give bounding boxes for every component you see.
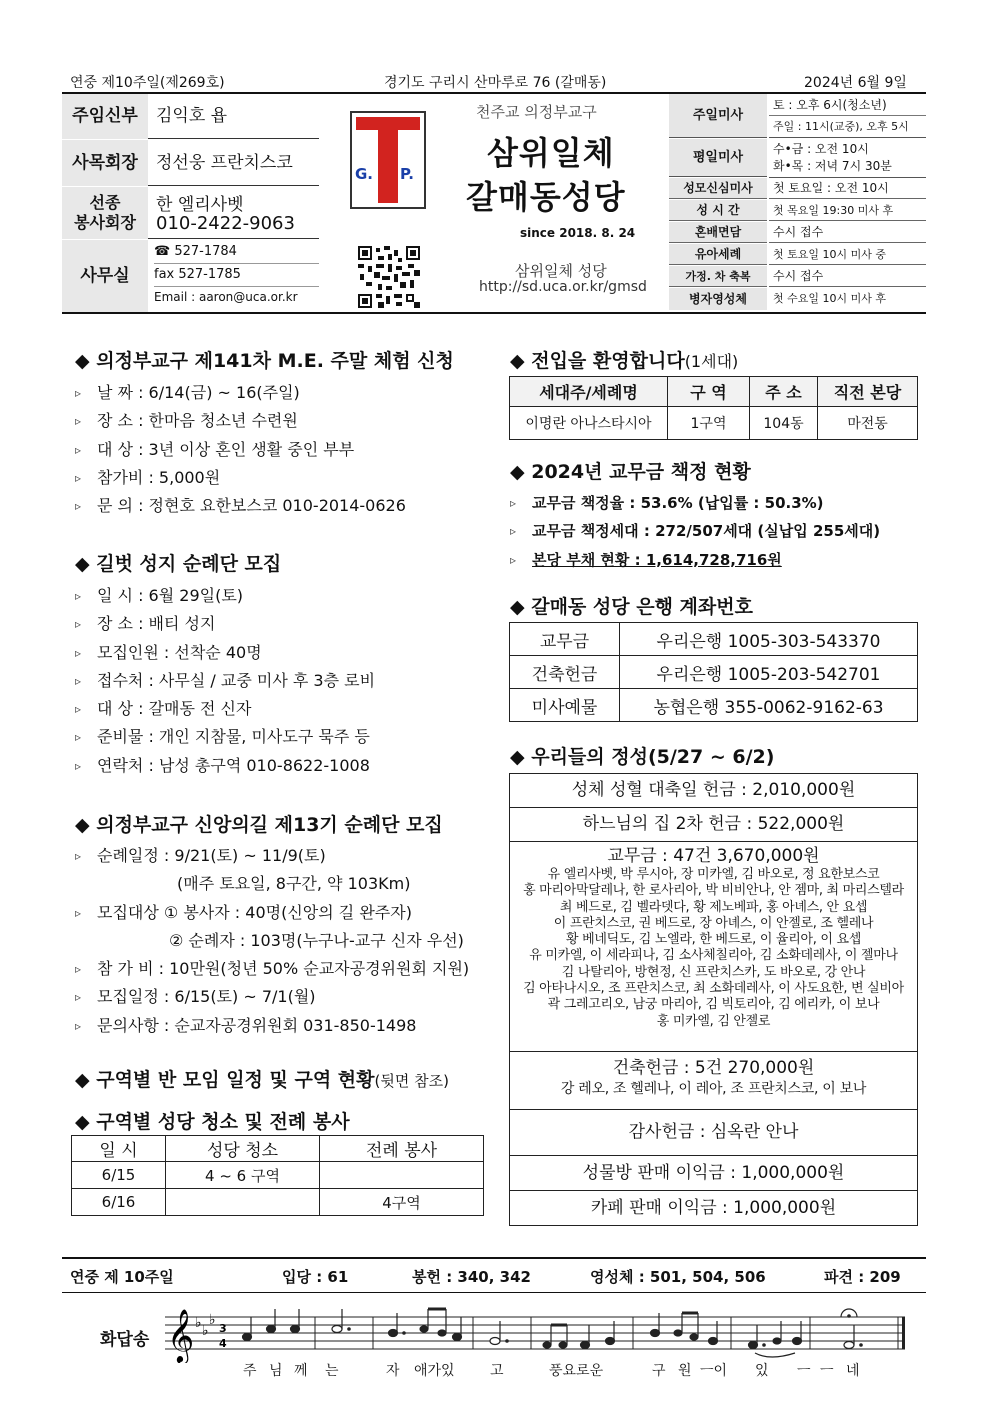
- cleaning-header: 전례 봉사: [320, 1136, 484, 1162]
- holy-hour-time: 첫 목요일 19:30 미사 후: [769, 200, 926, 221]
- bottom-rule-mid: [62, 1292, 926, 1293]
- qr-code-icon: [358, 246, 420, 308]
- psalm-label: 화답송: [100, 1330, 150, 1350]
- psalm-lyric-syllable: 네: [846, 1363, 860, 1379]
- pilgrim-items: [75, 582, 375, 780]
- office-phone: ☎ 527-1784: [154, 244, 319, 264]
- district-title: [75, 1065, 449, 1092]
- funeral-label-line1: 선종: [89, 193, 121, 212]
- welcome-header: 세대주/세례명: [510, 377, 668, 407]
- offering-row: 감사헌금 : 심옥란 안나: [510, 1110, 917, 1156]
- hymn-dismissal: 파견 : 209: [824, 1268, 901, 1286]
- welcome-table: [509, 376, 918, 440]
- psalm-lyric-syllable: 애가있: [414, 1363, 455, 1379]
- dues-items: [510, 489, 880, 574]
- founded-date: since 2018. 8. 24: [520, 226, 636, 240]
- offering-dues-name-line: 홍 마리아막달레나, 한 로사리아, 박 비비안나, 안 젬마, 최 마리스텔라: [523, 883, 904, 899]
- me-item: ▹ 장 소 : 한마음 청소년 수련원: [75, 407, 406, 435]
- cleaning-cell: 6/15: [72, 1162, 166, 1189]
- svg-text:♭: ♭: [195, 1315, 202, 1331]
- infant-baptism-time: 첫 토요일 10시 미사 중: [769, 244, 926, 265]
- welcome-title-text: ◆ 전입을 환영합니다: [510, 350, 685, 372]
- pastor-row: [62, 94, 319, 139]
- faith-path-item: ▹ 참 가 비 : 10만원(청년 50% 순교자공경위원회 지원): [75, 955, 469, 983]
- psalm-lyric-syllable: 주: [243, 1363, 257, 1379]
- blessing-info: 수시 접수: [769, 266, 926, 287]
- me-items: [75, 379, 406, 520]
- marriage-info: 수시 접수: [769, 222, 926, 243]
- bank-cell-account: 농협은행 355-0062-9162-63: [620, 689, 918, 722]
- svg-text:𝄞: 𝄞: [167, 1308, 195, 1362]
- offering-box: [509, 773, 918, 1226]
- welcome-cell: 104동: [750, 407, 818, 440]
- logo-letter-p: P.: [400, 165, 414, 183]
- issue-info-line: [62, 70, 926, 92]
- psalm-lyric-syllable: 님: [269, 1363, 283, 1379]
- sick-communion-label: 병자영성체: [669, 288, 767, 310]
- mass-schedule: [669, 94, 926, 312]
- welcome-cell: 이명란 아나스타시아: [510, 407, 668, 440]
- offering-dues-name-line: 유 미카엘, 이 세라피나, 김 소사체칠리아, 김 소화데레사, 이 젤마나: [529, 948, 898, 964]
- church-logo: [350, 111, 426, 209]
- welcome-header: 주 소: [750, 377, 818, 407]
- weekday-mass-label: 평일미사: [669, 139, 767, 177]
- sunday-mass-label: 주일미사: [669, 94, 767, 138]
- marian-mass-time: 첫 토요일 : 오전 10시: [769, 178, 926, 199]
- cleaning-cell: 6/16: [72, 1189, 166, 1216]
- funeral-head: 한 엘리사벳: [156, 195, 244, 215]
- welcome-header: 직전 본당: [818, 377, 918, 407]
- bank-cell-label: 건축헌금: [510, 656, 620, 689]
- bank-title: ◆ 갈매동 성당 은행 계좌번호: [510, 596, 753, 618]
- offering-dues-names: [510, 867, 917, 1030]
- cleaning-title: ◆ 구역별 성당 청소 및 전례 봉사: [75, 1111, 350, 1133]
- weekday-mass-tt: 화•목 : 저녁 7시 30분: [773, 159, 892, 173]
- cleaning-row: [72, 1189, 484, 1216]
- offering-row: 하느님의 집 2차 헌금 : 522,000원: [510, 808, 917, 842]
- psalm-lyric-syllable: ㅡ: [797, 1363, 811, 1379]
- offering-dues-name-line: 유 엘리사벳, 박 루시아, 장 미카엘, 김 바오로, 정 요한보스코: [547, 867, 880, 882]
- offering-building-row: [510, 1052, 917, 1110]
- hymn-communion: 영성체 : 501, 504, 506: [590, 1268, 766, 1286]
- psalm-lyric-syllable: 구: [652, 1363, 666, 1379]
- cleaning-cell: 4구역: [320, 1189, 484, 1216]
- svg-text:♭: ♭: [209, 1312, 216, 1328]
- offering-row: 성물방 판매 이익금 : 1,000,000원: [510, 1156, 917, 1191]
- cleaning-header: 성당 청소: [166, 1136, 320, 1162]
- offering-dues-name-line: 김 나탈리아, 방현정, 신 프란치스카, 도 바오로, 강 안나: [561, 964, 866, 980]
- offering-dues-name-line: 김 아타나시오, 조 프란치스코, 최 소화데레사, 이 사도요한, 변 실비아: [523, 981, 904, 997]
- diocese-name: 천주교 의정부교구: [476, 103, 597, 121]
- sick-communion-time: 첫 수요일 10시 미사 후: [773, 292, 886, 305]
- dues-item: ▹ 교무금 책정세대 : 272/507세대 (실납입 255세대): [510, 517, 880, 545]
- faith-path-title: ◆ 의정부교구 신앙의길 제13기 순례단 모집: [75, 814, 443, 836]
- cleaning-row: [72, 1162, 484, 1189]
- cleaning-header-row: [72, 1136, 484, 1162]
- funeral-label-line2: 봉사회장: [74, 213, 136, 232]
- offering-building-names: 강 레오, 조 헬레나, 이 레아, 조 프란치스코, 이 보나: [560, 1081, 867, 1097]
- council-row: [62, 140, 319, 186]
- pastor-name: 김익호 욥: [156, 106, 228, 126]
- psalm-lyric-syllable: 께: [294, 1363, 308, 1379]
- svg-text:3: 3: [219, 1322, 227, 1335]
- welcome-cell: 1구역: [668, 407, 750, 440]
- hymn-entrance: 입당 : 61: [282, 1268, 349, 1286]
- council-label: 사목회장: [62, 140, 148, 186]
- me-item: ▹ 참가비 : 5,000원: [75, 464, 406, 492]
- funeral-label: [62, 187, 148, 239]
- welcome-cell: 마전동: [818, 407, 918, 440]
- psalm-lyrics: [0, 1360, 992, 1380]
- logo-letter-g: G.: [355, 165, 374, 183]
- pilgrim-title: ◆ 길벗 성지 순례단 모집: [75, 553, 282, 575]
- office-fax: fax 527-1785: [154, 267, 319, 287]
- psalm-lyric-syllable: ㅡ: [820, 1363, 834, 1379]
- weekday-mass-wf: 수•금 : 오전 10시: [773, 142, 869, 156]
- infant-baptism-label: 유아세례: [669, 244, 767, 265]
- office-label: 사무실: [62, 240, 148, 312]
- psalm-lyric-syllable: 는: [325, 1363, 339, 1379]
- district-title-text: ◆ 구역별 반 모임 일정 및 구역 현황: [75, 1069, 375, 1091]
- hymn-offertory: 봉헌 : 340, 342: [412, 1268, 531, 1286]
- welcome-header: 구 역: [668, 377, 750, 407]
- website-title: 삼위일체 성당: [515, 262, 607, 280]
- psalm-lyric-syllable: 원: [678, 1363, 692, 1379]
- psalm-staff: [165, 1303, 910, 1363]
- me-item: ▹ 날 짜 : 6/14(금) ~ 16(주일): [75, 379, 406, 407]
- district-note: (뒷면 참조): [374, 1072, 449, 1090]
- dues-item: ▹ 교무금 책정율 : 53.6% (납입률 : 50.3%): [510, 489, 880, 517]
- pilgrim-item: ▹ 장 소 : 배티 성지: [75, 610, 375, 638]
- bank-cell-account: 우리은행 1005-203-542701: [620, 656, 918, 689]
- faith-path-item: ▹ 모집대상 ① 봉사자 : 40명(신앙의 길 완주자): [75, 899, 469, 927]
- faith-path-item: ▹ 문의사항 : 순교자공경위원회 031-850-1498: [75, 1012, 469, 1040]
- offering-dues-name-line: 곽 그레고리오, 남궁 마리아, 김 빅토리아, 김 에리카, 이 보나: [547, 997, 880, 1013]
- header-rule: [62, 312, 926, 314]
- faith-path-items: [75, 842, 469, 1040]
- cleaning-cell: [166, 1189, 320, 1216]
- welcome-header-row: [510, 377, 918, 407]
- blessing-label: 가정. 차 축복: [669, 266, 767, 287]
- faith-path-item: ▹ 순례일정 : 9/21(토) ~ 11/9(토): [75, 842, 469, 870]
- dues-title: ◆ 2024년 교무금 책정 현황: [510, 461, 751, 483]
- me-item: ▹ 문 의 : 정현호 요한보스코 010-2014-0626: [75, 492, 406, 520]
- office-email: Email : aaron@uca.or.kr: [154, 290, 298, 304]
- marian-mass-label: 성모신심미사: [669, 178, 767, 199]
- offering-dues-row: [510, 842, 917, 1052]
- sunday-mass-sun: 주일 : 11시(교중), 오후 5시: [769, 116, 926, 138]
- offering-row: 카페 판매 이익금 : 1,000,000원: [510, 1191, 917, 1226]
- church-name-line1: 삼위일체: [487, 134, 615, 172]
- pilgrim-item: ▹ 준비물 : 개인 지참물, 미사도구 묵주 등: [75, 723, 375, 751]
- office-row: [62, 240, 319, 312]
- hymn-bar: [62, 1259, 926, 1291]
- psalm-lyric-syllable: 자: [386, 1363, 400, 1379]
- pastor-label: 주임신부: [62, 94, 148, 139]
- church-address: 경기도 구리시 산마루로 76 (갈매동): [384, 75, 607, 91]
- psalm-lyric-syllable: 있: [755, 1363, 769, 1379]
- sunday-mass-sat: 토 : 오후 6시(청소년): [769, 94, 926, 116]
- bank-row: [510, 623, 918, 656]
- welcome-row: [510, 407, 918, 440]
- marriage-label: 혼배면담: [669, 222, 767, 243]
- me-title: ◆ 의정부교구 제141차 M.E. 주말 체험 신청: [75, 350, 454, 372]
- cleaning-table: [71, 1135, 484, 1216]
- holy-hour-label: 성 시 간: [669, 200, 767, 221]
- offering-dues-name-line: 홍 미카엘, 김 안젤로: [656, 1013, 771, 1029]
- welcome-title: [510, 346, 738, 373]
- staff-box: [62, 94, 319, 312]
- issue-number: 연중 제10주일(제269호): [70, 75, 225, 91]
- psalm-lyric-syllable: ㅡ이: [700, 1363, 728, 1379]
- cleaning-cell: [320, 1162, 484, 1189]
- cleaning-header: 일 시: [72, 1136, 166, 1162]
- bank-row: [510, 656, 918, 689]
- svg-text:4: 4: [219, 1337, 227, 1350]
- faith-path-item: ② 순례자 : 103명(누구나-교구 신자 우선): [169, 930, 464, 950]
- offering-dues-total: 교무금 : 47건 3,670,000원: [607, 846, 820, 866]
- logo-t-stem: [378, 117, 398, 203]
- faith-path-item: (매주 토요일, 8구간, 약 103Km): [177, 874, 411, 894]
- council-name: 정선웅 프란치스코: [156, 153, 293, 173]
- website-url[interactable]: http://sd.uca.or.kr/gmsd: [479, 279, 647, 295]
- faith-path-item: ▹ 모집일정 : 6/15(토) ~ 7/1(월): [75, 983, 469, 1011]
- pilgrim-item: ▹ 연락처 : 남성 총구역 010-8622-1008: [75, 752, 375, 780]
- funeral-row: [62, 187, 319, 239]
- bank-table: [509, 622, 918, 722]
- dues-item: ▹ 본당 부채 현황 : 1,614,728,716원: [510, 546, 880, 574]
- welcome-note: (1세대): [684, 352, 739, 371]
- bank-cell-account: 우리은행 1005-303-543370: [620, 623, 918, 656]
- pilgrim-item: ▹ 대 상 : 갈매동 전 신자: [75, 695, 375, 723]
- me-item: ▹ 대 상 : 3년 이상 혼인 생활 중인 부부: [75, 436, 406, 464]
- offering-building-total: 건축헌금 : 5건 270,000원: [612, 1058, 815, 1078]
- bank-row: [510, 689, 918, 722]
- offering-row: 성체 성혈 대축일 헌금 : 2,010,000원: [510, 774, 917, 808]
- offering-dues-name-line: 이 프란치스코, 권 베드로, 장 아녜스, 이 안젤로, 조 헬레나: [553, 915, 874, 931]
- psalm-lyric-syllable: 풍요로운: [549, 1363, 604, 1379]
- offering-dues-name-line: 최 베드로, 김 벨라뎃다, 황 제노베파, 홍 아녜스, 안 요셉: [559, 899, 868, 915]
- bank-cell-label: 교무금: [510, 623, 620, 656]
- pilgrim-item: ▹ 접수처 : 사무실 / 교중 미사 후 3층 로비: [75, 667, 375, 695]
- issue-date: 2024년 6월 9일: [804, 75, 907, 91]
- pilgrim-item: ▹ 일 시 : 6월 29일(토): [75, 582, 375, 610]
- bank-cell-label: 미사예물: [510, 689, 620, 722]
- offering-dues-name-line: 황 베네딕도, 김 노엘라, 한 베드로, 이 율리아, 이 요셉: [566, 932, 861, 948]
- church-name-line2: 갈매동성당: [466, 178, 626, 216]
- svg-text:♭: ♭: [202, 1323, 209, 1339]
- cleaning-cell: 4 ~ 6 구역: [166, 1162, 320, 1189]
- funeral-phone: 010-2422-9063: [156, 213, 295, 234]
- hymn-week: 연중 제 10주일: [70, 1268, 174, 1286]
- pilgrim-item: ▹ 모집인원 : 선착순 40명: [75, 639, 375, 667]
- psalm-lyric-syllable: 고: [490, 1363, 504, 1379]
- offering-title: ◆ 우리들의 정성(5/27 ~ 6/2): [510, 746, 775, 768]
